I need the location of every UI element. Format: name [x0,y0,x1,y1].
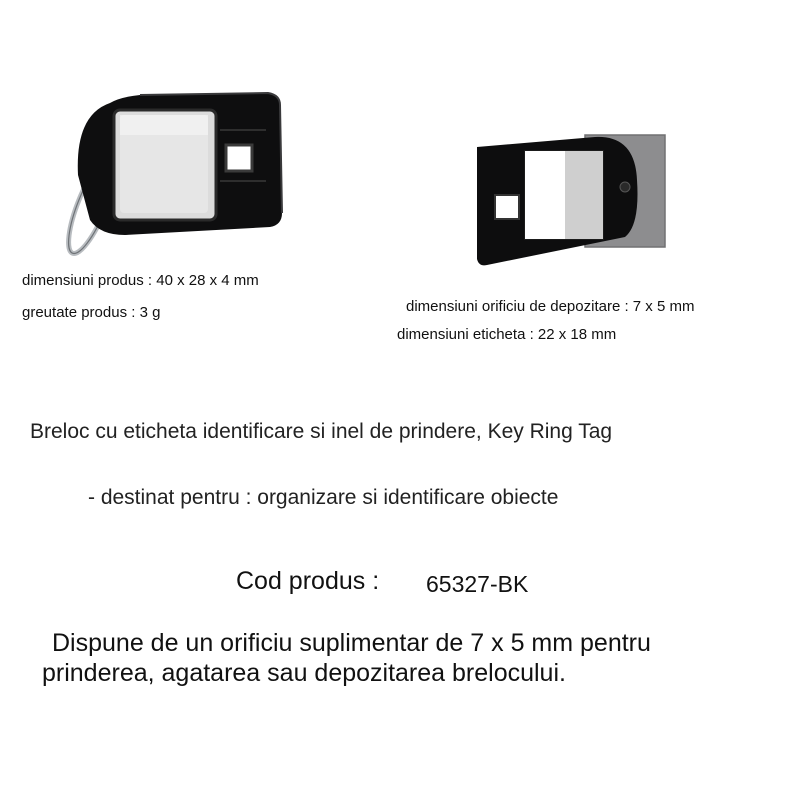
label-dimensions-text: dimensiuni eticheta : 22 x 18 mm [397,326,617,343]
product-code-label: Cod produs : [236,567,380,595]
product-purpose-text: - destinat pentru : organizare si identificare obiecte [88,486,559,509]
storage-hole-dimensions-text: dimensiuni orificiu de depozitare : 7 x 5 mm [406,298,695,315]
description-line-2: prinderea, agatarea sau depozitarea brelocului. [42,659,566,687]
product-code-value: 65327-BK [426,571,529,597]
key-tag-with-ring-image [30,85,330,265]
description-line-1: Dispune de un orificiu suplimentar de 7 x 5 mm pentru [52,629,651,657]
key-tag-with-card-image [465,125,685,285]
product-weight-text: greutate produs : 3 g [22,304,161,321]
product-dimensions-text: dimensiuni produs : 40 x 28 x 4 mm [22,272,259,289]
product-title: Breloc cu eticheta identificare si inel de prindere, Key Ring Tag [30,420,613,443]
